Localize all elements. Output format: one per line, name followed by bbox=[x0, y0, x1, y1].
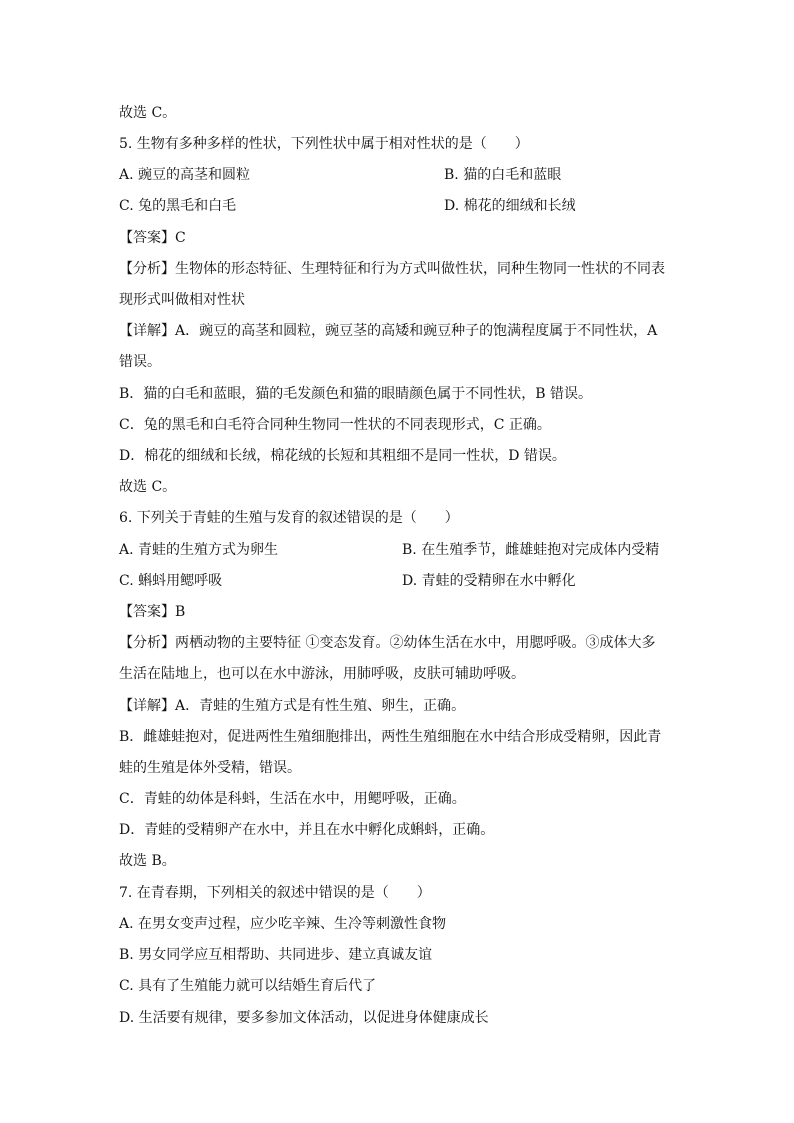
q6-detail-line-4: C．青蛙的幼体是科蚪，生活在水中，用鳃呼吸，正确。 bbox=[119, 791, 466, 807]
q5-option-a: A. 豌豆的高茎和圆粒 bbox=[119, 167, 251, 183]
q5-option-d: D. 棉花的细绒和长绒 bbox=[444, 198, 576, 214]
q5-detail-line-5: D．棉花的细绒和长绒，棉花绒的长短和其粗细不是同一性状，D 错误。 bbox=[119, 448, 566, 464]
q6-detail-line-5: D．青蛙的受精卵产在水中，并且在水中孵化成蝌蚪，正确。 bbox=[119, 822, 495, 838]
q6-option-b: B. 在生殖季节，雌雄蛙抱对完成体内受精 bbox=[402, 542, 660, 558]
q5-option-b: B. 猫的白毛和蓝眼 bbox=[444, 167, 562, 183]
q5-analysis-line-2: 现形式叫做相对性状 bbox=[119, 292, 245, 308]
q5-answer: 【答案】C bbox=[119, 230, 186, 246]
q6-option-d: D. 青蛙的受精卵在水中孵化 bbox=[402, 573, 576, 589]
q5-detail-line-4: C．兔的黑毛和白毛符合同种生物同一性状的不同表现形式，C 正确。 bbox=[119, 417, 551, 433]
q6-stem: 6. 下列关于青蛙的生殖与发育的叙述错误的是（ ） bbox=[119, 510, 459, 526]
q4-choose-line: 故选 C。 bbox=[119, 105, 177, 121]
q5-detail-line-3: B．猫的白毛和蓝眼，猫的毛发颜色和猫的眼睛颜色属于不同性状，B 错误。 bbox=[119, 386, 593, 402]
q6-answer: 【答案】B bbox=[119, 604, 186, 620]
q5-analysis-line-1: 【分析】生物体的形态特征、生理特征和行为方式叫做性状，同种生物同一性状的不同表 bbox=[119, 261, 665, 277]
q6-option-c: C. 蝌蚪用鳃呼吸 bbox=[119, 573, 223, 589]
q7-option-a: A. 在男女变声过程，应少吃辛辣、生冷等刺激性食物 bbox=[119, 916, 447, 932]
q7-option-c: C. 具有了生殖能力就可以结婚生育后代了 bbox=[119, 978, 377, 994]
q7-option-d: D. 生活要有规律，要多参加文体活动，以促进身体健康成长 bbox=[119, 1010, 489, 1026]
q7-option-b: B. 男女同学应互相帮助、共同进步、建立真诚友谊 bbox=[119, 947, 433, 963]
q5-detail-line-1: 【详解】A．豌豆的高茎和圆粒，豌豆茎的高矮和豌豆种子的饱满程度属于不同性状，A bbox=[119, 323, 658, 339]
q6-detail-line-2: B．雌雄蛙抱对，促进两性生殖细胞排出，两性生殖细胞在水中结合形成受精卵，因此青 bbox=[119, 729, 662, 745]
q6-option-a: A. 青蛙的生殖方式为卵生 bbox=[119, 542, 279, 558]
q5-option-c: C. 兔的黑毛和白毛 bbox=[119, 198, 237, 214]
q6-detail-line-1: 【详解】A．青蛙的生殖方式是有性生殖、卵生，正确。 bbox=[119, 698, 466, 714]
q6-detail-line-3: 蛙的生殖是体外受精，错误。 bbox=[119, 760, 301, 776]
q6-analysis-line-1: 【分析】两栖动物的主要特征 ①变态发育。②幼体生活在水中，用腮呼吸。③成体大多 bbox=[119, 635, 656, 651]
q6-analysis-line-2: 生活在陆地上，也可以在水中游泳，用肺呼吸，皮肤可辅助呼吸。 bbox=[119, 666, 525, 682]
q5-choose-line: 故选 C。 bbox=[119, 479, 177, 495]
q5-detail-line-2: 错误。 bbox=[119, 354, 161, 370]
q6-choose-line: 故选 B。 bbox=[119, 853, 176, 869]
q7-stem: 7. 在青春期，下列相关的叙述中错误的是（ ） bbox=[119, 885, 431, 901]
q5-stem: 5. 生物有多种多样的性状，下列性状中属于相对性状的是（ ） bbox=[119, 136, 529, 152]
